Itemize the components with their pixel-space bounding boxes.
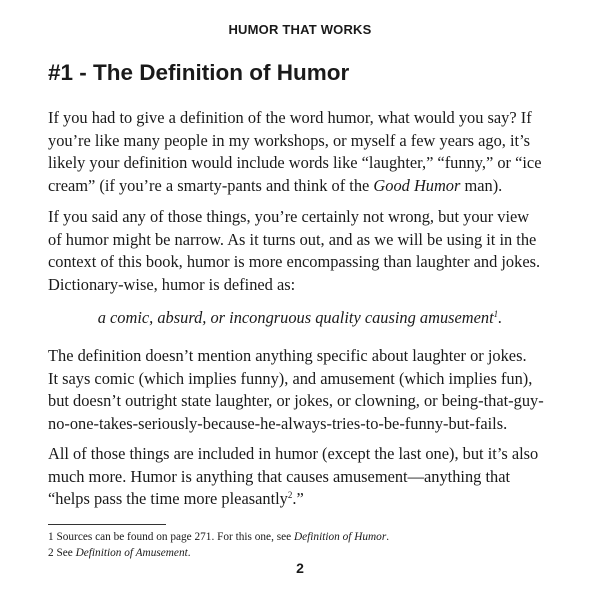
paragraph-4-line-3-end: .” [292, 489, 304, 508]
paragraph-4 [48, 443, 564, 511]
footnote-1-italic: Definition of Humor [293, 531, 387, 543]
paragraph-3-line-2: It says comic (which implies funny), and amusement (which implies fun), [48, 368, 533, 388]
footnote-2-italic: Definition of Amusement [75, 547, 188, 559]
paragraph-2-line-3: context of this book, humor is more encompassing than laughter and jokes. [48, 252, 541, 271]
paragraph-4-line-1: All of those things are included in humor (except the last one), but it’s also [48, 444, 539, 463]
paragraph-4-line-2: much more. Humor is anything that causes amusement—anything that [48, 466, 511, 486]
footnote-1 [48, 529, 389, 545]
good-humor-italic: Good Humor [373, 175, 461, 195]
footnote-ref-1: 1 [493, 309, 499, 319]
paragraph-2-line-4: Dictionary-wise, humor is defined as: [48, 274, 296, 294]
running-head: HUMOR THAT WORKS [228, 22, 372, 37]
footnote-1-start: 1 Sources can be found on page 271. For this one, see [48, 531, 294, 543]
paragraph-4-line-3-start: “helps pass the time more pleasantly [48, 489, 288, 508]
paragraph-1-line-4 [48, 175, 564, 198]
definition-quote [0, 308, 600, 328]
paragraph-2-line-2: of humor might be narrow. As it turns out, and as we will be using it in the [48, 229, 537, 249]
definition-quote-end: . [498, 308, 503, 327]
paragraph-3-line-1: The definition doesn’t mention anything specific about laughter or jokes. [48, 346, 527, 365]
paragraph-3-line-3: but doesn’t outright state laughter, or jokes, or clowning, or being-that-guy- [48, 391, 544, 410]
footnotes [48, 529, 389, 561]
footnote-ref-2: 2 [287, 490, 293, 500]
paragraph-2-line-1: If you said any of those things, you’re certainly not wrong, but your view [48, 207, 530, 226]
paragraph-1-line-4-end: man). [460, 175, 503, 195]
paragraph-3-line-4: no-one-takes-seriously-because-he-always-tries-to-be-funny-but-fails. [48, 413, 508, 433]
paragraph-1-line-2: you’re like many people in my workshops, or myself a few years ago, it’s [48, 130, 531, 150]
footnote-divider [48, 524, 166, 525]
footnote-2-start: 2 See [48, 547, 76, 559]
paragraph-4-line-3 [48, 488, 564, 511]
footnote-2-end: . [187, 547, 191, 559]
paragraph-1 [48, 107, 564, 197]
paragraph-1-line-4-start: cream” (if you’re a smarty-pants and think of the [48, 175, 374, 195]
definition-quote-text: a comic, absurd, or incongruous quality causing amusement [97, 308, 494, 327]
footnote-1-end: . [386, 531, 390, 543]
paragraph-2 [48, 206, 564, 296]
paragraph-3 [48, 345, 564, 435]
footnote-2 [48, 545, 389, 561]
paragraph-1-line-1: If you had to give a definition of the word humor, what would you say? If [48, 108, 532, 127]
chapter-title: #1 - The Definition of Humor [48, 60, 350, 85]
paragraph-1-line-3: likely your definition would include words like “laughter,” “funny,” or “ice [48, 153, 542, 172]
page-number: 2 [296, 560, 304, 576]
